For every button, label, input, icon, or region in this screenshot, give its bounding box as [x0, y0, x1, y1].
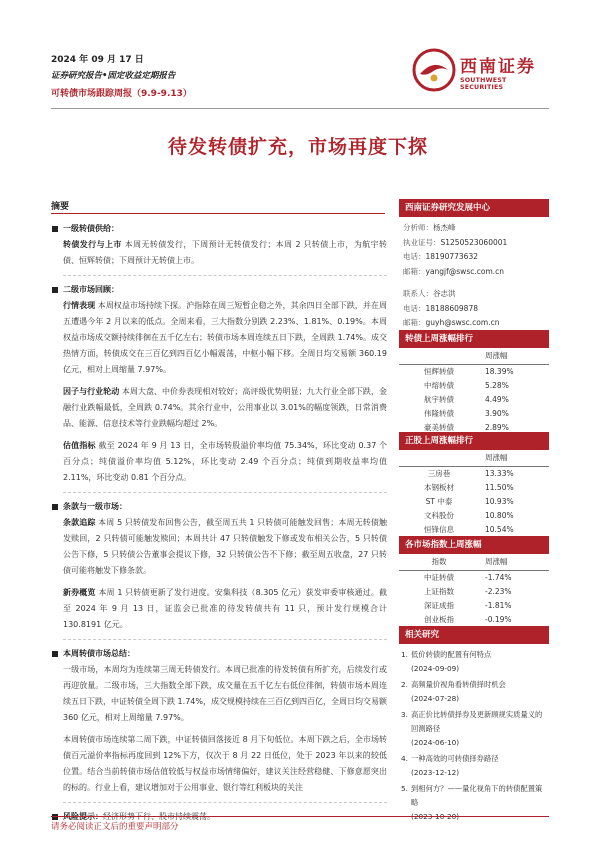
stock-ranking-table — [399, 450, 549, 537]
divider — [63, 492, 387, 493]
table-row: 恒辉转债 18.39% — [424, 366, 514, 376]
column-header: 周涨幅 — [479, 348, 549, 364]
header-divider — [51, 108, 549, 109]
paragraph-text: 本周无转债发行，下周预计无转债发行；本周 2 只转债上市，为航宇转债、恒辉转债；下周预计无转债上市。 — [63, 240, 388, 265]
divider — [63, 275, 387, 276]
index-change-panel — [399, 536, 549, 627]
related-research-link[interactable]: 4. 一种高效的可转债择券路径 (2023-12-12) — [401, 754, 499, 777]
table-row: 恒锋信息 10.54% — [424, 525, 514, 535]
report-date: 2024 年 09 月 17 日 — [51, 55, 144, 65]
column-header: 周涨幅 — [479, 450, 549, 466]
paragraph — [51, 438, 387, 486]
paragraph-label: 转债发行与上市 — [63, 240, 122, 249]
company-logo — [412, 48, 552, 98]
table-row: 中熔转债 5.28% — [424, 380, 509, 390]
related-research-link[interactable]: 3. 高正价比转债择券及更新顾规实质量义的回测路径 (2024-06-10) — [401, 710, 543, 747]
paragraph — [51, 298, 387, 378]
table-row: 三房巷 13.33% — [427, 468, 514, 478]
paragraph — [51, 585, 387, 633]
analyst-row: 邮箱：guyh@swsc.com.cn — [403, 318, 500, 327]
analyst-panel-header: 西南证券研究发展中心 — [399, 199, 549, 217]
report-title: 待发转债扩充，市场再度下探 — [167, 136, 428, 158]
paragraph-label: 新券概览 — [63, 588, 96, 597]
index-change-table — [399, 554, 549, 627]
section-title: 二级市场回顾： — [51, 282, 387, 298]
abstract-label: 摘要 — [51, 202, 70, 212]
abstract-body — [51, 218, 387, 825]
contact-name: 谷志洪 — [433, 289, 456, 298]
footer-disclaimer: 请务必阅读正文后的重要声明部分 — [51, 822, 179, 832]
analyst-row: 联系人：谷志洪 — [403, 289, 456, 298]
bond-ranking-panel — [399, 330, 549, 435]
table-row: 创业板指 -0.19% — [424, 615, 512, 625]
stock-ranking-header: 正股上周涨幅排行 — [399, 432, 549, 450]
abstract-divider — [51, 213, 385, 214]
paragraph — [51, 384, 387, 432]
company-name: 西南证券 — [460, 57, 536, 77]
paragraph — [51, 237, 387, 269]
paragraph-label: 估值指标 — [63, 441, 96, 450]
analyst-row: 电话：18190773632 — [403, 252, 478, 261]
paragraph-text: 截至 2024 年 9 月 13 日，全市场转股溢价率均值 75.34%，环比变动 0.37 个百分点；纯债溢价率均值 5.12%，环比变动 2.49 个百分点；纯债到期收益率均值 2.11%，环比变动 0.81 个百分点。 — [63, 441, 388, 482]
contact-phone: 18188609878 — [425, 303, 478, 313]
report-subtitle: 可转债市场跟踪周报（9.9-9.13） — [51, 89, 192, 99]
paragraph-text: 本周 1 只转债更新了发行进度。安集科技（8.305 亿元）获发审委审核通过。截至 2024 年 9 月 13 日，证监会已批准的待发转债共有 11 只，预计发行规模合计 130.8191 亿元。 — [63, 588, 388, 629]
table-row: 豪美转债 2.89% — [424, 423, 509, 433]
analyst-row: 分析师：杨杰峰 — [403, 223, 456, 232]
stock-ranking-panel — [399, 432, 549, 537]
divider — [63, 639, 387, 640]
paragraph-text: 本周大盘、中价券表现相对较好；高评级优势明显；九大行业全部下跌，金融行业跌幅最低，全周跌 0.74%。其余行业中，公用事业以 3.01%的幅度领跌，日常消费品、能源、信息技术等行业跌幅均超过 2%。 — [63, 387, 388, 428]
related-research-link[interactable]: 5. 到相何方？——量化视角下的转债配置策略 — [401, 784, 543, 807]
paragraph-label: 因子与行业轮动 — [63, 387, 120, 396]
paragraph — [51, 515, 387, 579]
table-row: 伟隆转债 3.90% — [424, 409, 509, 419]
paragraph: 一级市场，本周均为连续第三周无转债发行。本周已批准的待发转债有所扩充，后续发行或再迎放量。二级市场，三大指数全部下跌，成交量在五千亿左右低位徘徊，转债市场本周连续五日下跌，中证转债全周下跌 1.74%，成交规模持续在三百亿到四百亿，全周日均交易额 360 亿元，相对上周缩量 7.97%。 — [63, 665, 387, 722]
divider — [63, 802, 387, 803]
index-change-header: 各市场指数上周涨幅 — [399, 536, 549, 554]
section-title: 本周转债市场总结： — [51, 646, 387, 662]
table-row: 本钢板材 11.50% — [424, 482, 514, 492]
analyst-email-link[interactable]: yangjf@swsc.com.cn — [425, 266, 505, 276]
paragraph-text: 本周权益市场持续下探。沪指除在周三短暂企稳之外，其余四日全部下跌，并在周五遭遇今年 2 月以来的低点。全周来看，三大指数分别跌 2.23%、1.81%、0.19%。本周权益市场成交额持续徘徊在五千亿左右；转债市场本周连续五日下跌，全周跌 1.74%。成交热情方面，转债成交在三百亿到四百亿小幅震荡，中枢小幅下移。全周日均交易额 360.19 亿元，相对上周缩量 7.97%。 — [63, 301, 388, 374]
table-row: 航宇转债 4.49% — [424, 394, 509, 404]
related-research-link[interactable]: 2. 高频量价视角看转债择时机会 (2024-07-28) — [401, 680, 506, 703]
paragraph-label: 行情表现 — [63, 301, 96, 310]
bond-ranking-header: 转债上周涨幅排行 — [399, 330, 549, 348]
contact-email-link[interactable]: guyh@swsc.com.cn — [425, 318, 500, 327]
paragraph-label: 条款追踪 — [63, 518, 96, 527]
analyst-row: 邮箱：yangjf@swsc.com.cn — [403, 266, 505, 276]
table-row: 深证成指 -1.81% — [424, 600, 512, 610]
column-header: 指数 — [399, 554, 479, 570]
table-row: 上证指数 -2.23% — [424, 586, 512, 596]
table-row: 文科股份 10.80% — [424, 511, 514, 521]
analyst-row: 执业证号：S1250523060001 — [403, 237, 508, 247]
analyst-name: 杨杰峰 — [433, 223, 456, 232]
company-name-en: SOUTHWEST SECURITIES — [460, 77, 507, 91]
analyst-row: 电话：18188609878 — [403, 303, 478, 313]
company-logo-icon — [412, 48, 456, 92]
paragraph: 本周转债市场连续第二周下跌，中证转债回落接近 8 月下旬低位。本周下跌之后，全市场转债百元溢价率指标再度回到 12%下方，仅次于 8 月 22 日低位，处于 2023 年以来的较低位置。结合当前转债市场估值较低与权益市场情绪偏好，建议关注经营稳健、下修意愿突出的标的。行业上看，建议增加对于公用事业、银行等红利板块的关注 — [63, 735, 387, 792]
related-research-link[interactable]: 1. 低价转债的配置有何特点 (2024-09-09) — [401, 650, 492, 673]
analyst-panel — [399, 199, 549, 331]
table-row: ST 中泰 10.93% — [425, 496, 514, 506]
report-type: 证券研究报告•固定收益定期报告 — [51, 71, 176, 81]
analyst-license: S1250523060001 — [440, 237, 508, 247]
related-research-panel — [399, 626, 549, 824]
bond-ranking-table — [399, 348, 549, 435]
section-title: 一级转债供给： — [51, 221, 387, 237]
related-research-header: 相关研究 — [399, 626, 549, 644]
footer-divider — [51, 816, 549, 817]
column-header: 周涨幅 — [479, 554, 549, 570]
table-row: 中证转债 -1.74% — [424, 572, 512, 582]
section-title: 条款与一级市场： — [51, 499, 387, 515]
paragraph-text: 本周 5 只转债发布回售公告，截至周五共 1 只转债可能触发回售；本周无转债触发赎回，2 只转债可能触发赎回；本周共计 47 只转债触发下修或发布相关公告，5 只转债公告下修，5 只转债公告董事会提议下修，32 只转债公告不下修；截至周五收盘，27 只转债可能将触发下修条款。 — [63, 518, 387, 575]
analyst-phone: 18190773632 — [425, 252, 478, 261]
report-header — [0, 0, 596, 110]
